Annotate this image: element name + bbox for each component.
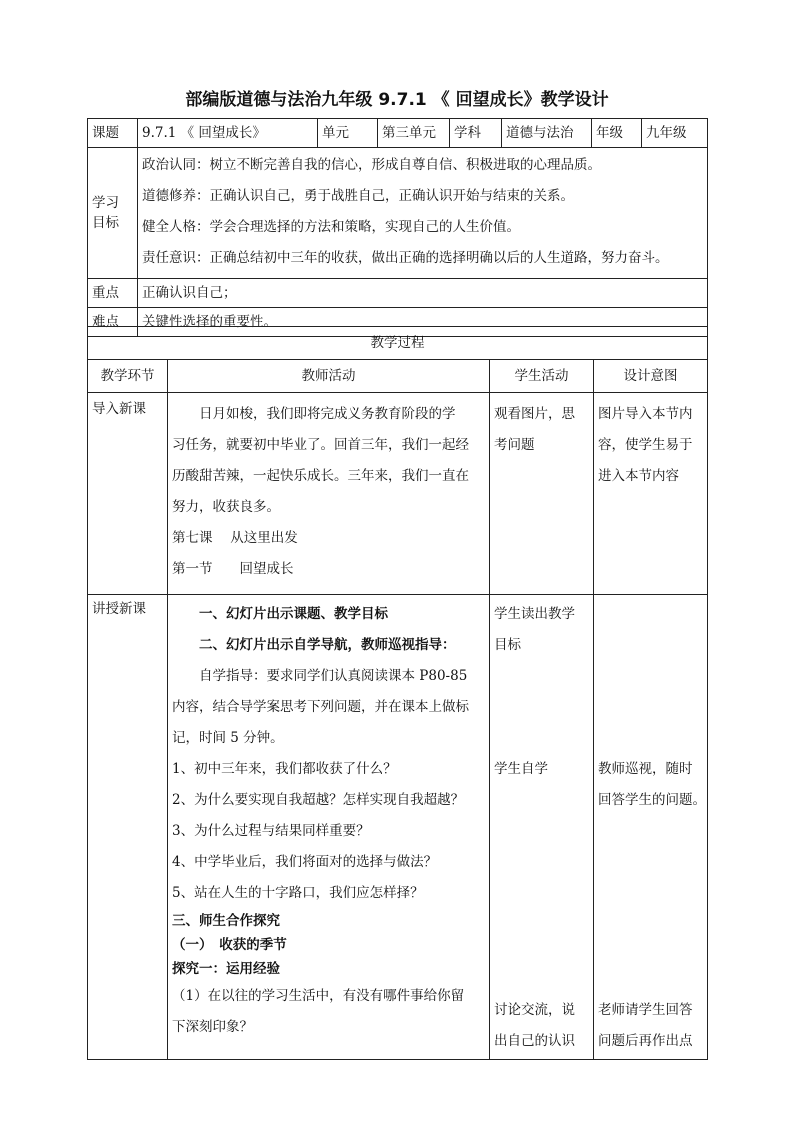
goals-label: 学习 目标 <box>88 148 138 279</box>
stage-intro: 导入新课 <box>88 393 168 595</box>
intro-student: 观看图片，思 考问题 <box>490 393 594 595</box>
lesson-info-table <box>87 118 708 337</box>
process-title-row <box>88 327 708 360</box>
stage-new: 讲授新课 <box>88 595 168 1060</box>
header-row <box>88 119 708 148</box>
lesson-label: 课题 <box>88 119 138 148</box>
grade-label: 年级 <box>592 119 642 148</box>
intro-design: 图片导入本节内 容，使学生易于 进入本节内容 <box>594 393 708 595</box>
page-title: 部编版道德与法治九年级 9.7.1 《 回望成长》教学设计 <box>185 90 609 110</box>
new-teacher: 一、幻灯片出示课题、教学目标 二、幻灯片出示自学导航，教师巡视指导： 自学指导：要求同学们认真阅读课本 P80-85 内容，结合导学案思考下列问题，并在课本上做标 记，时间 5 分钟。 1、初中三年来，我们都收获了什么？ 2、为什么要实现自我超越？怎样实现自我超越？ 3、为什么过程与结果同样重要？ 4、中学毕业后，我们将面对的选择与做法？ 5、站在人生的十字路口，我们应怎样择？ 三、师生合作探究 （一） 收获的季节 探究一：运用经验 （1）在以往的学习生活中，有没有哪件事给你留 下深刻印象？ <box>168 595 490 1060</box>
goal-line: 责任意识：正确总结初中三年的收获，做出正确的选择明确以后的人生道路，努力奋斗。 <box>142 250 669 266</box>
key-point-label: 重点 <box>88 279 138 308</box>
goals-content <box>138 148 708 279</box>
new-student: 学生读出教学 目标 学生自学 讨论交流，说 出自己的认识 <box>490 595 594 1060</box>
column-header: 学生活动 <box>490 360 594 393</box>
unit-label: 单元 <box>318 119 378 148</box>
difficulty-label: 难点 <box>88 308 138 337</box>
process-table <box>87 326 708 1060</box>
unit-value: 第三单元 <box>378 119 450 148</box>
goal-line: 道德修养：正确认识自己，勇于战胜自己，正确认识开始与结束的关系。 <box>142 188 574 204</box>
difficulty-value: 关键性选择的重要性。 <box>138 308 708 337</box>
key-point-row <box>88 279 708 308</box>
column-header: 教师活动 <box>168 360 490 393</box>
column-header-row <box>88 360 708 393</box>
goals-row <box>88 148 708 279</box>
key-point-value: 正确认识自己； <box>138 279 708 308</box>
grade-value: 九年级 <box>642 119 708 148</box>
goal-line: 政治认同：树立不断完善自我的信心，形成自尊自信、积极进取的心理品质。 <box>142 157 601 173</box>
goal-line: 健全人格：学会合理选择的方法和策略，实现自己的人生价值。 <box>142 219 520 235</box>
column-header: 设计意图 <box>594 360 708 393</box>
intro-teacher: 日月如梭，我们即将完成义务教育阶段的学 习任务，就要初中毕业了。回首三年，我们一起经 历酸甜苦辣，一起快乐成长。三年来，我们一直在 努力，收获良多。 第七课 从这里出发 第一节 回望成长 <box>168 393 490 595</box>
subject-value: 道德与法治 <box>502 119 592 148</box>
new-design: 教师巡视，随时 回答学生的问题。 老师请学生回答 问题后再作出点 <box>594 595 708 1060</box>
lesson-value: 9.7.1 《 回望成长》 <box>138 119 318 148</box>
intro-row <box>88 393 708 595</box>
subject-label: 学科 <box>450 119 502 148</box>
process-title: 教学过程 <box>88 327 708 360</box>
new-lesson-row <box>88 595 708 1060</box>
column-header: 教学环节 <box>88 360 168 393</box>
